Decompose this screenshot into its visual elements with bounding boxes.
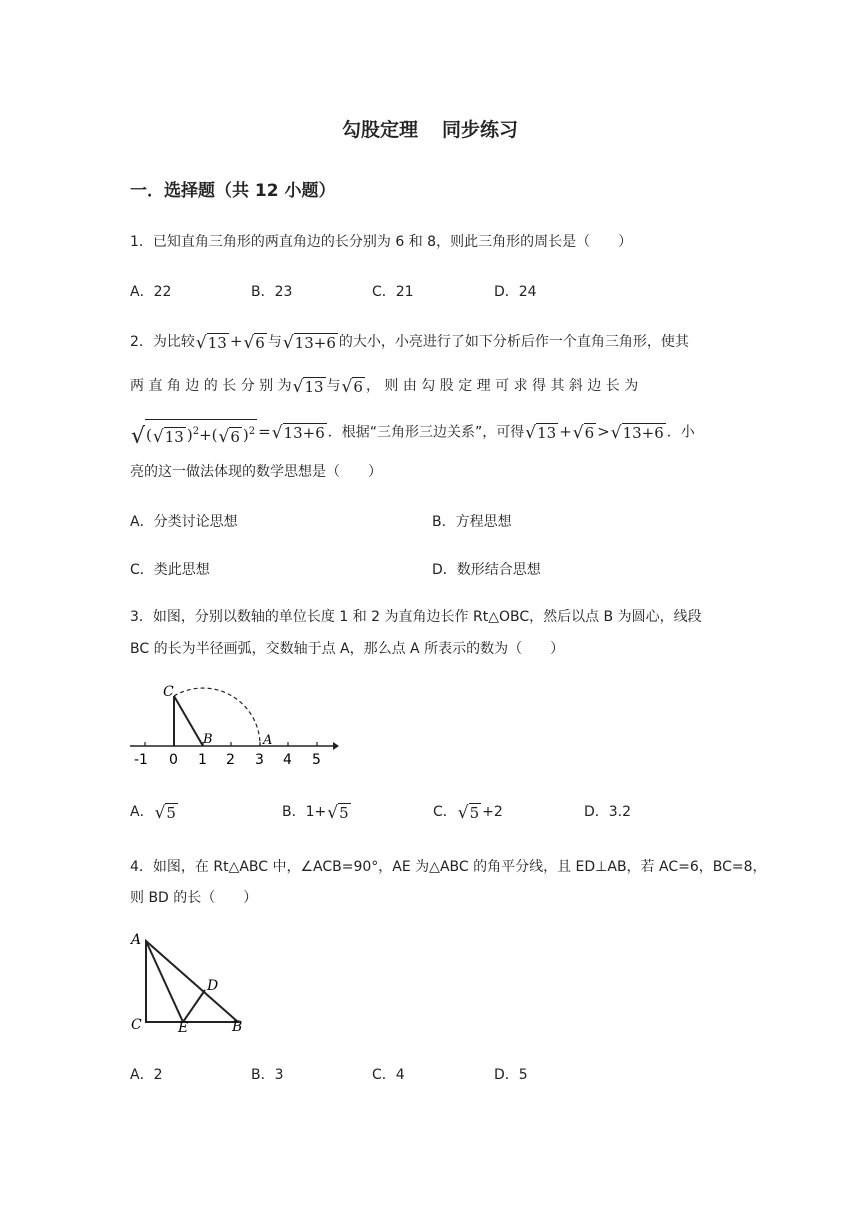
question-2-line-3: [130, 419, 695, 449]
segment-ae: [146, 941, 183, 1022]
q2-text: ．根据“三角形三边关系”，可得: [327, 424, 525, 441]
q1-option-b: B．23: [251, 284, 293, 300]
q1-option-d: D．24: [494, 284, 537, 300]
sqrt-6: √ 6: [572, 422, 595, 443]
q1-option-a: A．22: [130, 284, 172, 300]
q4-option-c: C．4: [372, 1067, 405, 1083]
section-heading: 一．选择题（共 12 小题）: [130, 181, 336, 201]
segment-cb: [174, 696, 203, 746]
tick-label: 2: [226, 752, 235, 768]
q2-text: 2．为比较: [130, 334, 195, 350]
q3-option-b: B．1+ √ 5: [282, 802, 349, 823]
plus-sign: +: [229, 332, 243, 350]
plus-sign: +: [559, 422, 572, 441]
question-2-line-2: [130, 376, 730, 396]
tick-label: 4: [283, 752, 292, 768]
q2-option-a: A．分类讨论思想: [130, 514, 238, 530]
question-4-line-1: 4．如图，在 Rt△ABC 中，∠ACB=90°，AE 为△ABC 的角平分线，且 ED⊥AB，若 AC=6，BC=8，: [130, 859, 767, 875]
sqrt-13-plus-6: √ 13+6: [610, 422, 664, 443]
point-label-b: B: [203, 732, 213, 747]
triangle-figure: [125, 928, 255, 1038]
q3-option-a: A． √ 5: [130, 802, 176, 823]
q2-option-c: C．类此思想: [130, 562, 210, 578]
question-3-line-2: BC 的长为半径画弧，交数轴于点 A，那么点 A 所表示的数为（ ）: [130, 641, 565, 657]
q1-option-c: C．21: [372, 284, 414, 300]
point-label-a: A: [263, 733, 273, 748]
equals-sign: =: [258, 422, 271, 441]
sqrt-13-plus-6: √ 13+6: [282, 332, 336, 353]
number-line-figure: [125, 680, 340, 775]
question-1-stem: 1．已知直角三角形的两直角边的长分别为 6 和 8，则此三角形的周长是（ ）: [130, 234, 633, 250]
tick-label: 5: [312, 752, 321, 768]
sqrt-13: √ 13: [195, 332, 227, 353]
question-2-line-1: [130, 331, 689, 352]
q3-option-d: D．3.2: [584, 804, 632, 820]
question-2-line-4: 亮的这一做法体现的数学思想是（ ）: [130, 464, 382, 480]
q2-text: 与: [326, 378, 341, 394]
sqrt-6: √ 6: [243, 332, 265, 353]
tick-label: 3: [255, 752, 264, 768]
q4-option-a: A．2: [130, 1067, 163, 1083]
point-label-e: E: [178, 1020, 189, 1036]
sqrt-6: √ 6: [341, 376, 363, 397]
tick-label: 1: [198, 752, 207, 768]
title-main: 勾股定理: [341, 119, 418, 141]
tick-label: -1: [134, 752, 148, 768]
question-3-line-1: 3．如图，分别以数轴的单位长度 1 和 2 为直角边长作 Rt△OBC，然后以点 B 为圆心，线段: [130, 609, 702, 625]
q3-option-c: C． √ 5 +2: [433, 802, 503, 823]
sqrt-13: √ 13: [292, 376, 324, 397]
page-title: [0, 115, 860, 142]
q2-option-b: B．方程思想: [432, 514, 512, 530]
point-label-a: A: [131, 932, 142, 948]
q2-text: 与: [267, 334, 282, 350]
point-label-d: D: [207, 978, 219, 994]
q2-text: ．小: [666, 424, 695, 441]
hypotenuse-formula: √ ( √ 13 )$^2$+( √ 6 )$^2$: [131, 419, 257, 446]
q2-text: ， 则 由 勾 股 定 理 可 求 得 其 斜 边 长 为: [365, 378, 639, 394]
sqrt-13-plus-6: √ 13+6: [271, 422, 325, 443]
sqrt-13: √ 13: [525, 422, 557, 443]
question-4-line-2: 则 BD 的长（ ）: [130, 890, 258, 906]
segment-ed: [183, 990, 205, 1022]
tick-labels: [134, 752, 321, 768]
point-label-b: B: [232, 1019, 243, 1035]
q2-text: 两 直 角 边 的 长 分 别 为: [130, 378, 292, 394]
greater-than-sign: >: [597, 422, 610, 441]
q2-option-d: D．数形结合思想: [432, 562, 541, 578]
point-label-c: C: [163, 684, 174, 700]
title-sub: 同步练习: [442, 119, 519, 141]
q2-text: 的大小，小亮进行了如下分析后作一个直角三角形，使其: [338, 334, 689, 350]
q4-option-b: B．3: [251, 1067, 284, 1083]
point-label-c: C: [131, 1017, 142, 1033]
q4-option-d: D．5: [494, 1067, 528, 1083]
axis-arrow: [333, 742, 339, 750]
tick-label: 0: [169, 752, 178, 768]
